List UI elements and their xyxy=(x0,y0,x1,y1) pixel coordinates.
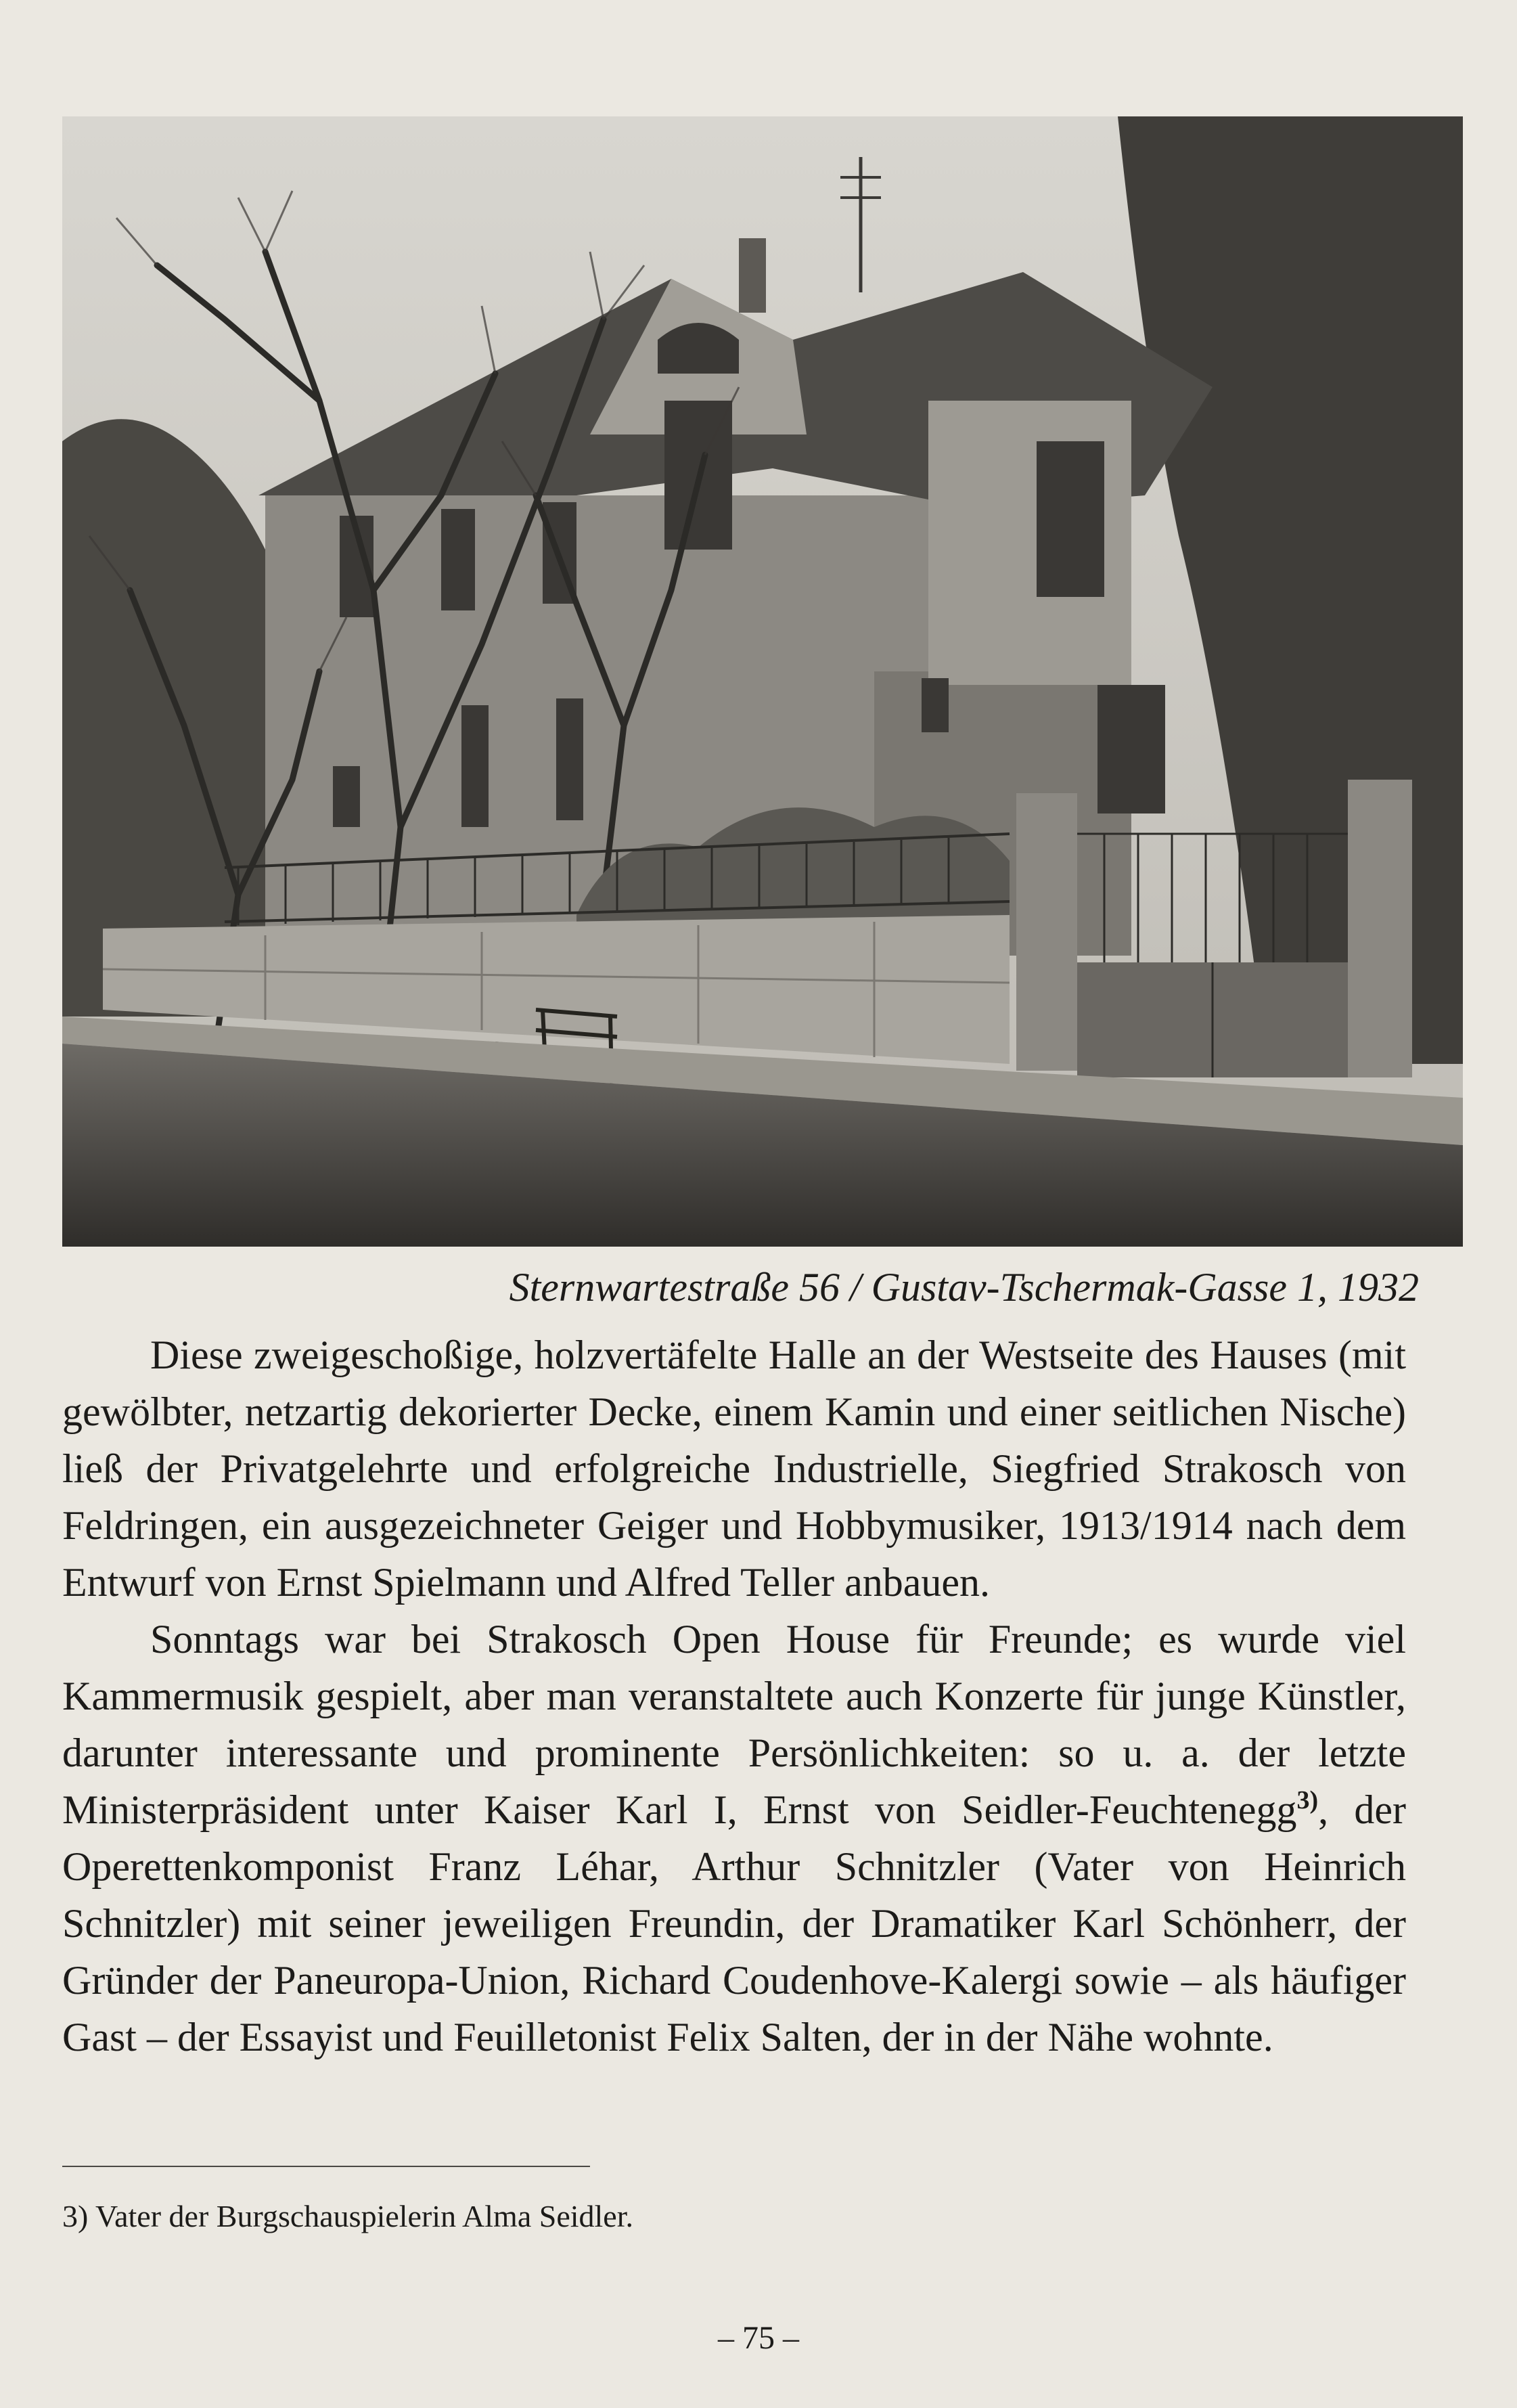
body-text xyxy=(62,1326,1406,2066)
paragraph: Diese zweigeschoßige, holzvertäfelte Halle an der Westseite des Hauses (mit gewölbter, netzartig dekorierter Decke, einem Kamin und einer seitlichen Nische) ließ der Privatgelehrte und erfolgreiche Industrielle, Siegfried Strakosch von Feldringen, ein ausgezeichneter Geiger und Hobbymusiker, 1913/1914 nach dem Entwurf von Ernst Spielmann und Alfred Teller anbauen. xyxy=(62,1333,1406,1605)
footnote-reference[interactable]: 3) xyxy=(1296,1786,1319,1814)
page-number: – 75 – xyxy=(718,2320,799,2356)
photo-caption: Sternwartestraße 56 / Gustav-Tschermak-Gasse 1, 1932 xyxy=(509,1265,1419,1310)
paragraph xyxy=(62,1611,1406,2066)
footnote: 3) Vater der Burgschauspielerin Alma Seidler. xyxy=(62,2199,633,2233)
historic-house-photo xyxy=(62,116,1463,1247)
footnote-divider xyxy=(62,2166,590,2167)
house-photo-illustration xyxy=(62,116,1463,1247)
paragraph-text: Sonntags war bei Strakosch Open House für Freunde; es wurde viel Kammermusik gespielt, aber man veranstaltete auch Konzerte für junge Künstler, darunter interessante und prominente Persönlichkeiten: so u. a. der letzte Ministerpräsident unter Kaiser Karl I, Ernst von Seidler-Feuchtenegg xyxy=(62,1617,1406,1832)
paragraph-text: , der Operettenkomponist Franz Léhar, Arthur Schnitzler (Vater von Heinrich Schnitzler) mit seiner jeweiligen Freundin, der Dramatiker Karl Schönherr, der Gründer der Paneuropa-Union, Richard Coudenhove-Kalergi sowie – als häufiger Gast – der Essayist und Feuilletonist Felix Salten, der in der Nähe wohnte. xyxy=(62,1787,1406,2059)
